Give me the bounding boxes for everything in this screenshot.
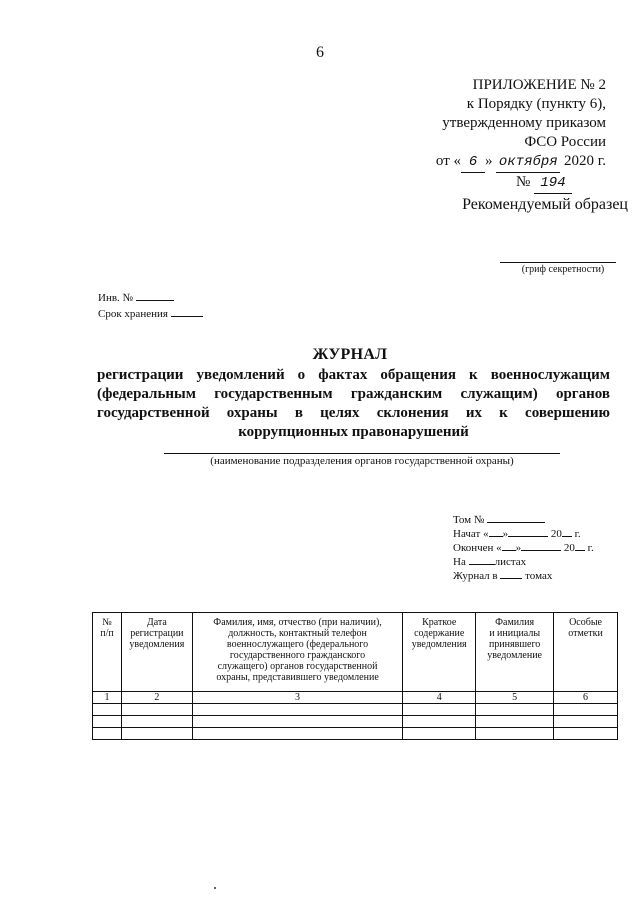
appendix-line-3: утвержденному приказом xyxy=(442,115,606,131)
appendix-line-4: ФСО России xyxy=(524,134,606,150)
table-cell xyxy=(93,728,122,740)
started-mid: » xyxy=(502,528,509,540)
table-cell xyxy=(121,716,192,728)
inventory-label: Инв. № xyxy=(98,292,134,304)
started-label: Начат « xyxy=(453,528,489,540)
journal-title: ЖУРНАЛ xyxy=(312,346,388,363)
meta-sheets xyxy=(453,555,594,569)
storage-label: Срок хранения xyxy=(98,308,168,320)
inventory-number-row xyxy=(98,290,203,306)
ended-year: 20 xyxy=(563,542,575,554)
inventory-blank xyxy=(136,300,174,301)
header-person: Фамилия, имя, отчество (при наличии), должность, контактный телефон военнослужащего (федерального государственного гражданского служащего) органов государственной охраны, представившего уведомление xyxy=(192,613,402,692)
meta-volume xyxy=(453,513,594,527)
date-prefix: от « xyxy=(435,153,462,169)
header-number: № п/п xyxy=(93,613,122,692)
journal-meta xyxy=(453,513,594,583)
meta-started xyxy=(453,527,594,541)
table-row xyxy=(93,728,618,740)
meta-ended xyxy=(453,541,594,555)
sheets-blank xyxy=(469,555,495,565)
table-cell xyxy=(554,704,618,716)
started-suffix: г. xyxy=(574,528,581,540)
appendix-block xyxy=(380,76,640,194)
header-receiver: Фамилия и инициалы принявшего уведомление xyxy=(476,613,554,692)
date-year: 2020 г. xyxy=(564,153,606,169)
org-name-line xyxy=(164,453,560,454)
ended-month-blank xyxy=(521,541,561,551)
org-caption: (наименование подразделения органов государственной охраны) xyxy=(210,455,514,467)
volume-blank xyxy=(487,513,545,523)
started-year-blank xyxy=(562,527,572,537)
appendix-date xyxy=(380,152,606,173)
header-notes: Особые отметки xyxy=(554,613,618,692)
sheets-prefix: На xyxy=(453,556,466,568)
column-number: 4 xyxy=(403,692,476,704)
sheets-suffix: листах xyxy=(494,556,527,568)
table-cell xyxy=(403,704,476,716)
journal-table xyxy=(92,612,618,740)
scan-speck xyxy=(214,887,216,889)
date-month: октября xyxy=(496,153,560,173)
table-row xyxy=(93,716,618,728)
started-year: 20 xyxy=(550,528,562,540)
volumes-prefix: Журнал в xyxy=(453,570,498,582)
table-cell xyxy=(192,728,402,740)
volumes-blank xyxy=(500,569,522,579)
inventory-block xyxy=(98,290,203,322)
volume-label: Том № xyxy=(453,514,485,526)
grif-line xyxy=(500,262,616,263)
recommended-sample: Рекомендуемый образец xyxy=(462,196,628,213)
header-date: Дата регистрации уведомления xyxy=(121,613,192,692)
appendix-number xyxy=(380,173,606,194)
storage-row xyxy=(98,306,203,322)
ended-label: Окончен « xyxy=(453,542,502,554)
table-row xyxy=(93,704,618,716)
order-number: 194 xyxy=(534,174,572,194)
ended-suffix: г. xyxy=(587,542,594,554)
table-cell xyxy=(554,716,618,728)
table-cell xyxy=(192,704,402,716)
table-cell xyxy=(403,728,476,740)
column-number: 6 xyxy=(554,692,618,704)
table-cell xyxy=(121,728,192,740)
column-number: 5 xyxy=(476,692,554,704)
table-cell xyxy=(476,728,554,740)
table-cell xyxy=(554,728,618,740)
appendix-line-1: ПРИЛОЖЕНИЕ № 2 xyxy=(472,77,606,93)
volumes-suffix: томах xyxy=(525,570,553,582)
ended-year-blank xyxy=(575,541,585,551)
started-day-blank xyxy=(489,527,503,537)
table-cell xyxy=(192,716,402,728)
date-day: 6 xyxy=(461,153,485,173)
table-cell xyxy=(93,704,122,716)
appendix-line-2: к Порядку (пункту 6), xyxy=(466,96,606,112)
table-cell xyxy=(121,704,192,716)
table-cell xyxy=(476,704,554,716)
date-mid: » xyxy=(485,153,493,169)
header-summary: Краткое содержание уведомления xyxy=(403,613,476,692)
ended-day-blank xyxy=(502,541,516,551)
column-number: 2 xyxy=(121,692,192,704)
ended-mid: » xyxy=(515,542,522,554)
grif-caption: (гриф секретности) xyxy=(521,264,605,275)
storage-blank xyxy=(171,316,203,317)
table-cell xyxy=(403,716,476,728)
meta-volumes xyxy=(453,569,594,583)
column-number-row xyxy=(93,692,618,704)
column-number: 3 xyxy=(192,692,402,704)
table-cell xyxy=(93,716,122,728)
started-month-blank xyxy=(508,527,548,537)
journal-heading: регистрации уведомлений о фактах обращения к военнослужащим (федеральным государственным гражданским служащим) органов государственной охраны в целях склонения их к совершению коррупционных правонарушений xyxy=(97,367,610,440)
number-prefix: № xyxy=(515,174,531,190)
table-header-row xyxy=(93,613,618,692)
column-number: 1 xyxy=(93,692,122,704)
page-number: 6 xyxy=(316,44,324,61)
table-cell xyxy=(476,716,554,728)
